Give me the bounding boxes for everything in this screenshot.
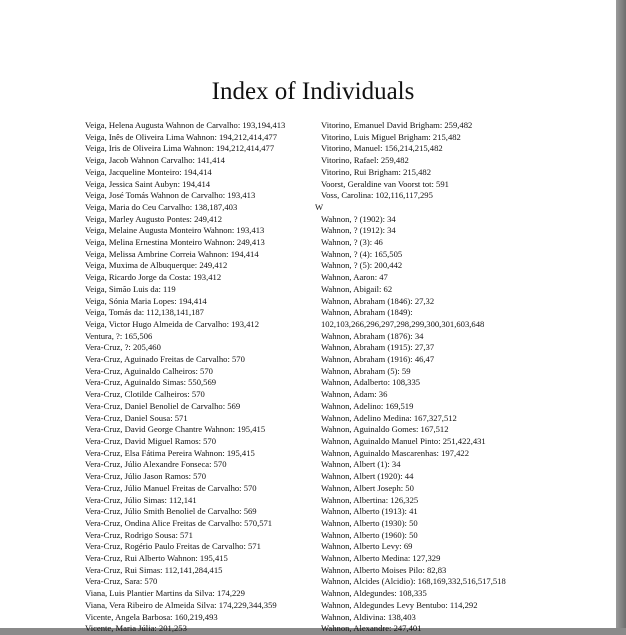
index-entry: Wahnon, Alberto (1960): 50: [321, 529, 418, 540]
index-entry: Vera-Cruz, Júlio Manuel Freitas de Carvalho: 570: [85, 482, 257, 493]
index-entry: Wahnon, ? (5): 200,442: [321, 260, 403, 271]
index-entry: Vicente, Angela Barbosa: 160,219,493: [85, 611, 218, 622]
index-entry: Wahnon, Adelino: 169,519: [321, 400, 414, 411]
index-entry: Wahnon, Aguinaldo Mascarenhas: 197,422: [321, 447, 469, 458]
index-entry: Vera-Cruz, Rui Simas: 112,141,284,415: [85, 564, 223, 575]
index-entry: Wahnon, Abraham (1846): 27,32: [321, 295, 435, 306]
index-entry: Wahnon, Abraham (5): 59: [321, 365, 411, 376]
index-entry: Wahnon, Alexandre: 247,401: [321, 623, 422, 634]
index-entry: Vera-Cruz, Daniel Sousa: 571: [85, 412, 188, 423]
index-entry: Veiga, Inês de Oliveira Lima Wahnon: 194,212,414,477: [85, 131, 277, 142]
index-entry: Vera-Cruz, Sara: 570: [85, 576, 158, 587]
index-entry: Wahnon, Alberto Levy: 69: [321, 541, 413, 552]
index-entry: Vera-Cruz, Elsa Fátima Pereira Wahnon: 195,415: [85, 447, 255, 458]
index-entry: Vera-Cruz, David George Chantre Wahnon: 195,415: [85, 424, 266, 435]
index-entry: Wahnon, Aguinaldo Gomes: 167,512: [321, 424, 449, 435]
index-entry: Vera-Cruz, Júlio Simas: 112,141: [85, 494, 197, 505]
index-entry: Wahnon, ? (3): 46: [321, 237, 383, 248]
index-entry: Wahnon, Alcides (Alcidio): 168,169,332,516,517,518: [321, 576, 506, 587]
index-entry: Wahnon, Alberto Moises Pilo: 82,83: [321, 564, 447, 575]
index-entry: Veiga, Simão Luis da: 119: [85, 283, 176, 294]
index-entry: Wahnon, Albert (1920): 44: [321, 471, 414, 482]
index-entry: Wahnon, Aaron: 47: [321, 272, 388, 283]
index-entry: Vitorino, Rui Brigham: 215,482: [321, 166, 432, 177]
index-entry: Veiga, Jacob Wahnon Carvalho: 141,414: [85, 155, 225, 166]
index-entry: Vicente, Maria Júlia: 201,253: [85, 623, 187, 634]
index-entry: Vera-Cruz, Aguinado Freitas de Carvalho: 570: [85, 354, 245, 365]
index-entry: Vitorino, Luis Miguel Brigham: 215,482: [321, 131, 461, 142]
index-entry: Ventura, ?: 165,506: [85, 330, 153, 341]
index-entry: Wahnon, ? (1902): 34: [321, 213, 396, 224]
index-entry: Vera-Cruz, Ondina Alice Freitas de Carvalho: 570,571: [85, 517, 273, 528]
index-entry: Wahnon, ? (1912): 34: [321, 225, 396, 236]
index-entry: Wahnon, Alberto (1930): 50: [321, 517, 418, 528]
index-entry: Wahnon, Abraham (1849):: [321, 307, 413, 318]
index-entry: Veiga, Victor Hugo Almeida de Carvalho: 193,412: [85, 318, 260, 329]
index-entry: Vera-Cruz, David Miguel Ramos: 570: [85, 435, 217, 446]
index-entry: Wahnon, Abraham (1915): 27,37: [321, 342, 435, 353]
index-entry: Vitorino, Rafael: 259,482: [321, 155, 409, 166]
index-entry: Vera-Cruz, ?: 205,460: [85, 342, 161, 353]
index-entry: Vera-Cruz, Aguinaldo Calheiros: 570: [85, 365, 213, 376]
index-entry: Wahnon, Adelino Medina: 167,327,512: [321, 412, 457, 423]
index-entry: Wahnon, Aldivina: 138,403: [321, 611, 416, 622]
index-entry: Vitorino, Manuel: 156,214,215,482: [321, 143, 443, 154]
index-entry: Veiga, Sónia Maria Lopes: 194,414: [85, 295, 207, 306]
index-entry: Wahnon, Aldegundes: 108,335: [321, 588, 427, 599]
index-entry: Veiga, Jessica Saint Aubyn: 194,414: [85, 178, 211, 189]
index-entry: Wahnon, Aguinaldo Manuel Pinto: 251,422,431: [321, 435, 486, 446]
index-entry: Veiga, Jacqueline Monteiro: 194,414: [85, 166, 212, 177]
index-column-left: [85, 120, 310, 635]
index-entry: Wahnon, Albert (1): 34: [321, 459, 401, 470]
index-entry: Vera-Cruz, Júlio Alexandre Fonseca: 570: [85, 459, 227, 470]
index-entry: Vera-Cruz, Júlio Jason Ramos: 570: [85, 471, 207, 482]
index-entry: Vera-Cruz, Daniel Benoliel de Carvalho: 569: [85, 400, 241, 411]
index-entry: Veiga, José Tomás Wahnon de Carvalho: 193,413: [85, 190, 256, 201]
index-entry: Veiga, Melaine Augusta Monteiro Wahnon: 193,413: [85, 225, 265, 236]
index-entry: Vera-Cruz, Aguinaldo Simas: 550,569: [85, 377, 217, 388]
index-entry: Wahnon, Adam: 36: [321, 389, 388, 400]
index-entry: Vera-Cruz, Júlio Smith Benoliel de Carvalho: 569: [85, 506, 257, 517]
index-entry: Veiga, Helena Augusta Wahnon de Carvalho: 193,194,413: [85, 120, 286, 130]
index-entry: Vera-Cruz, Rodrigo Sousa: 571: [85, 529, 193, 540]
index-entry: Wahnon, Alberto Medina: 127,329: [321, 553, 441, 564]
index-entry: Vitorino, Emanuel David Brigham: 259,482: [321, 120, 473, 130]
index-entry: Vera-Cruz, Rui Alberto Wahnon: 195,415: [85, 553, 228, 564]
index-entry: Viana, Vera Ribeiro de Almeida Silva: 174,229,344,359: [85, 599, 277, 610]
index-entry: Voss, Carolina: 102,116,117,295: [321, 190, 433, 201]
index-entry: Veiga, Ricardo Jorge da Costa: 193,412: [85, 272, 222, 283]
index-entry: Wahnon, Adalberto: 108,335: [321, 377, 421, 388]
page-title: Index of Individuals: [211, 78, 415, 105]
index-entry: Voorst, Geraldine van Voorst tot: 591: [321, 178, 449, 189]
index-entry: Wahnon, Abraham (1876): 34: [321, 330, 424, 341]
index-entry: Wahnon, ? (4): 165,505: [321, 248, 403, 259]
index-entry: Wahnon, Aldegundes Levy Bentubo: 114,292: [321, 599, 478, 610]
index-entry: Veiga, Tomás da: 112,138,141,187: [85, 307, 204, 318]
index-entry: Veiga, Marley Augusto Pontes: 249,412: [85, 213, 223, 224]
index-entry: Veiga, Melina Ernestina Monteiro Wahnon: 249,413: [85, 237, 265, 248]
index-entry: Veiga, Iris de Oliveira Lima Wahnon: 194,212,414,477: [85, 143, 275, 154]
index-entry: 102,103,266,296,297,298,299,300,301,603,648: [321, 318, 485, 329]
index-column-right: [315, 120, 615, 635]
index-entry: Wahnon, Abraham (1916): 46,47: [321, 354, 435, 365]
index-entry: Vera-Cruz, Rogério Paulo Freitas de Carvalho: 571: [85, 541, 261, 552]
index-entry: Viana, Luis Plantier Martins da Silva: 174,229: [85, 588, 245, 599]
page-edge-shadow: [616, 0, 626, 628]
index-entry: Wahnon, Albert Joseph: 50: [321, 482, 414, 493]
index-entry: Vera-Cruz, Clotilde Calheiros: 570: [85, 389, 205, 400]
index-entry: Veiga, Maria do Ceu Carvalho: 138,187,403: [85, 201, 238, 212]
index-entry: Veiga, Muxima de Albuquerque: 249,412: [85, 260, 228, 271]
index-entry: Wahnon, Abigail: 62: [321, 283, 393, 294]
index-entry: Wahnon, Alberto (1913): 41: [321, 506, 418, 517]
index-letter-heading: W: [315, 201, 324, 212]
index-entry: Wahnon, Albertina: 126,325: [321, 494, 419, 505]
index-entry: Veiga, Melissa Ambrine Correia Wahnon: 194,414: [85, 248, 259, 259]
